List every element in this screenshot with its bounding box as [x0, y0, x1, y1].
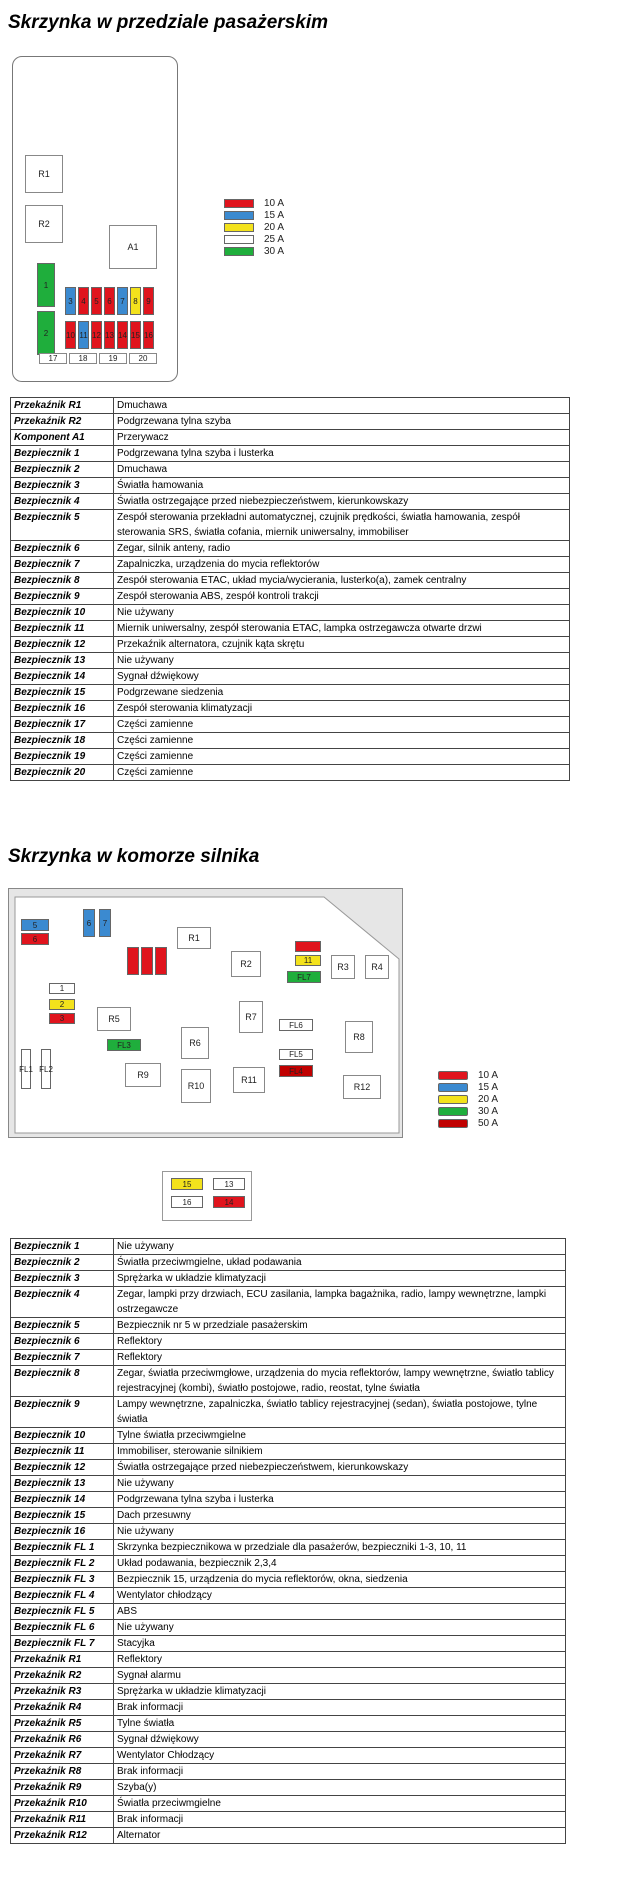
table-row [11, 1572, 566, 1588]
fuse-fl2: FL2 [41, 1049, 51, 1089]
fuse-fl7: FL7 [287, 971, 321, 983]
relay-r1: R1 [25, 155, 63, 193]
row-key: Bezpiecznik 4 [11, 494, 114, 510]
row-key: Bezpiecznik 16 [11, 1524, 114, 1540]
legend-label: 30 A [478, 1106, 499, 1117]
row-value: Zespół sterowania ABS, zespół kontroli trakcji [114, 589, 570, 605]
legend-item [438, 1070, 498, 1081]
table-row [11, 765, 570, 781]
row-value: Sprężarka w układzie klimatyzacji [114, 1684, 566, 1700]
legend-item [224, 198, 284, 209]
row-key: Bezpiecznik 14 [11, 1492, 114, 1508]
row-value: Światła przeciwmgielne [114, 1796, 566, 1812]
row-key: Przekaźnik R4 [11, 1700, 114, 1716]
table-row [11, 669, 570, 685]
fuse-fl3: FL3 [107, 1039, 141, 1051]
row-value: Dach przesuwny [114, 1508, 566, 1524]
row-key: Bezpiecznik 9 [11, 1397, 114, 1428]
row-key: Przekaźnik R6 [11, 1732, 114, 1748]
table-row [11, 1350, 566, 1366]
row-value: Części zamienne [114, 749, 570, 765]
fuse-fl4: FL4 [279, 1065, 313, 1077]
table-row [11, 462, 570, 478]
fuse-10: 10 [65, 321, 76, 349]
fuse-15: 15 [171, 1178, 203, 1190]
fuse-swatch [438, 1071, 468, 1080]
row-value: Skrzynka bezpiecznikowa w przedziale dla pasażerów, bezpieczniki 1-3, 10, 11 [114, 1540, 566, 1556]
row-value: Tylne światła [114, 1716, 566, 1732]
relay-r10: R10 [181, 1069, 211, 1103]
relay-r9: R9 [125, 1063, 161, 1087]
row-key: Bezpiecznik FL 7 [11, 1636, 114, 1652]
table-row [11, 1239, 566, 1255]
fuse-swatch [224, 211, 254, 220]
fuse-swatch [224, 235, 254, 244]
table-row [11, 1716, 566, 1732]
fuse-12: 12 [91, 321, 102, 349]
table-row [11, 637, 570, 653]
row-value: Lampy wewnętrzne, zapalniczka, światło tablicy rejestracyjnej (sedan), światła postojowe, tylne światła [114, 1397, 566, 1428]
table-row [11, 749, 570, 765]
row-key: Przekaźnik R10 [11, 1796, 114, 1812]
table-row [11, 478, 570, 494]
row-key: Bezpiecznik 3 [11, 478, 114, 494]
fuse-6: 6 [83, 909, 95, 937]
relay-r5: R5 [97, 1007, 131, 1031]
table-row [11, 510, 570, 541]
relay-r2: R2 [231, 951, 261, 977]
row-key: Bezpiecznik 20 [11, 765, 114, 781]
table-row [11, 573, 570, 589]
row-value: Brak informacji [114, 1764, 566, 1780]
row-key: Bezpiecznik FL 3 [11, 1572, 114, 1588]
legend-label: 20 A [264, 222, 285, 233]
table-row [11, 1318, 566, 1334]
fuse-swatch [438, 1095, 468, 1104]
row-key: Bezpiecznik 10 [11, 1428, 114, 1444]
row-value: Części zamienne [114, 765, 570, 781]
passenger-fuse-box [12, 56, 178, 382]
row-value: Podgrzewana tylna szyba [114, 414, 570, 430]
row-key: Przekaźnik R9 [11, 1780, 114, 1796]
relay-r1: R1 [177, 927, 211, 949]
row-value: Szyba(y) [114, 1780, 566, 1796]
fuse-swatch [438, 1107, 468, 1116]
table-row [11, 621, 570, 637]
fuse-swatch [438, 1083, 468, 1092]
spare-slot-17: 17 [39, 353, 67, 364]
auxiliary-fuse-box [162, 1171, 252, 1221]
relay-r8: R8 [345, 1021, 373, 1053]
row-value: Przerywacz [114, 430, 570, 446]
legend-label: 20 A [478, 1094, 499, 1105]
table-row [11, 1748, 566, 1764]
row-value: Dmuchawa [114, 398, 570, 414]
fuse-unlabeled-2 [141, 947, 153, 975]
row-key: Bezpiecznik 3 [11, 1271, 114, 1287]
row-key: Bezpiecznik FL 5 [11, 1604, 114, 1620]
row-key: Bezpiecznik 12 [11, 1460, 114, 1476]
row-key: Przekaźnik R2 [11, 414, 114, 430]
row-key: Bezpiecznik 2 [11, 462, 114, 478]
row-value: Sygnał dźwiękowy [114, 669, 570, 685]
row-value: ABS [114, 1604, 566, 1620]
fuse-13: 13 [104, 321, 115, 349]
row-value: Brak informacji [114, 1812, 566, 1828]
row-key: Bezpiecznik 11 [11, 621, 114, 637]
fuse-5: 5 [91, 287, 102, 315]
row-value: Zegar, silnik anteny, radio [114, 541, 570, 557]
table-row [11, 398, 570, 414]
fuse-6: 6 [104, 287, 115, 315]
spare-slot-20: 20 [129, 353, 157, 364]
fuse-unlabeled-1 [127, 947, 139, 975]
legend-item [438, 1106, 498, 1117]
row-key: Bezpiecznik 15 [11, 685, 114, 701]
row-key: Przekaźnik R12 [11, 1828, 114, 1844]
fuse-13: 13 [213, 1178, 245, 1190]
row-value: Nie używany [114, 1476, 566, 1492]
table-row [11, 1812, 566, 1828]
row-value: Światła ostrzegające przed niebezpieczeństwem, kierunkowskazy [114, 1460, 566, 1476]
row-key: Bezpiecznik 8 [11, 1366, 114, 1397]
row-value: Reflektory [114, 1350, 566, 1366]
table-row [11, 1732, 566, 1748]
table-row [11, 1444, 566, 1460]
legend-item [224, 246, 284, 257]
table-row [11, 1668, 566, 1684]
table-row [11, 1271, 566, 1287]
row-key: Bezpiecznik 18 [11, 733, 114, 749]
row-key: Bezpiecznik 17 [11, 717, 114, 733]
fuse-9: 9 [143, 287, 154, 315]
table-row [11, 1700, 566, 1716]
table-row [11, 1684, 566, 1700]
row-key: Bezpiecznik FL 1 [11, 1540, 114, 1556]
row-key: Bezpiecznik 16 [11, 701, 114, 717]
row-key: Bezpiecznik 15 [11, 1508, 114, 1524]
row-value: Zegar, lampki przy drzwiach, ECU zasilania, lampka bagażnika, radio, lampy wewnętrzne, lampki ostrzegawcze [114, 1287, 566, 1318]
row-value: Podgrzewane siedzenia [114, 685, 570, 701]
row-value: Bezpiecznik nr 5 w przedziale pasażerskim [114, 1318, 566, 1334]
fuse-3: 3 [65, 287, 76, 315]
row-key: Bezpiecznik 10 [11, 605, 114, 621]
row-value: Podgrzewana tylna szyba i lusterka [114, 446, 570, 462]
row-value: Układ podawania, bezpiecznik 2,3,4 [114, 1556, 566, 1572]
row-key: Bezpiecznik FL 4 [11, 1588, 114, 1604]
table-row [11, 1588, 566, 1604]
table-row [11, 1556, 566, 1572]
legend-label: 25 A [264, 234, 285, 245]
legend-item [438, 1094, 498, 1105]
row-value: Dmuchawa [114, 462, 570, 478]
legend-label: 50 A [478, 1118, 499, 1129]
row-value: Alternator [114, 1828, 566, 1844]
engine-box-title: Skrzynka w komorze silnika [8, 846, 260, 867]
fuse-6: 6 [21, 933, 49, 945]
row-value: Sygnał alarmu [114, 1668, 566, 1684]
fuse-swatch [224, 223, 254, 232]
table-row [11, 1428, 566, 1444]
row-value: Nie używany [114, 1620, 566, 1636]
row-value: Zegar, światła przeciwmgłowe, urządzenia do mycia reflektorów, lampy wewnętrzne, światło tablicy rejestracyjnej (kombi), światło postojowe, radio, reostat, tylne światła [114, 1366, 566, 1397]
row-value: Immobiliser, sterowanie silnikiem [114, 1444, 566, 1460]
table-row [11, 605, 570, 621]
row-value: Miernik uniwersalny, zespół sterowania ETAC, lampka ostrzegawcza otwarte drzwi [114, 621, 570, 637]
spare-slot-18: 18 [69, 353, 97, 364]
table-row [11, 1397, 566, 1428]
row-key: Bezpiecznik 7 [11, 1350, 114, 1366]
legend-item [438, 1118, 498, 1129]
fuse-7: 7 [117, 287, 128, 315]
row-value: Zapalniczka, urządzenia do mycia reflektorów [114, 557, 570, 573]
table-row [11, 1492, 566, 1508]
row-key: Bezpiecznik FL 2 [11, 1556, 114, 1572]
legend-label: 30 A [264, 246, 285, 257]
table-row [11, 1764, 566, 1780]
table-row [11, 685, 570, 701]
engine-fuse-table [10, 1238, 566, 1844]
row-key: Przekaźnik R7 [11, 1748, 114, 1764]
fuse-fl5: FL5 [279, 1049, 313, 1060]
fuse-unlabeled-4 [295, 941, 321, 952]
row-key: Bezpiecznik 12 [11, 637, 114, 653]
table-row [11, 430, 570, 446]
fuse-swatch [438, 1119, 468, 1128]
fuse-2: 2 [37, 311, 55, 355]
row-key: Bezpiecznik 1 [11, 446, 114, 462]
row-value: Stacyjka [114, 1636, 566, 1652]
table-row [11, 1524, 566, 1540]
relay-r2: R2 [25, 205, 63, 243]
relay-r6: R6 [181, 1027, 209, 1059]
fuse-5: 5 [21, 919, 49, 931]
table-row [11, 1476, 566, 1492]
fuse-4: 4 [78, 287, 89, 315]
fuse-1: 1 [37, 263, 55, 307]
row-value: Sygnał dźwiękowy [114, 1732, 566, 1748]
row-key: Bezpiecznik 1 [11, 1239, 114, 1255]
table-row [11, 1780, 566, 1796]
row-value: Nie używany [114, 1239, 566, 1255]
table-row [11, 701, 570, 717]
table-row [11, 589, 570, 605]
fuse-7: 7 [99, 909, 111, 937]
legend-item [438, 1082, 498, 1093]
fuse-14: 14 [213, 1196, 245, 1208]
legend-item [224, 234, 284, 245]
table-row [11, 1828, 566, 1844]
row-value: Reflektory [114, 1334, 566, 1350]
table-row [11, 1460, 566, 1476]
table-row [11, 494, 570, 510]
row-key: Bezpiecznik 11 [11, 1444, 114, 1460]
row-key: Bezpiecznik 9 [11, 589, 114, 605]
fuse-1: 1 [49, 983, 75, 994]
row-value: Części zamienne [114, 717, 570, 733]
table-row [11, 717, 570, 733]
row-value: Zespół sterowania klimatyzacji [114, 701, 570, 717]
relay-r12: R12 [343, 1075, 381, 1099]
table-row [11, 1366, 566, 1397]
row-key: Przekaźnik R11 [11, 1812, 114, 1828]
row-key: Bezpiecznik 7 [11, 557, 114, 573]
table-row [11, 414, 570, 430]
row-value: Nie używany [114, 605, 570, 621]
row-key: Przekaźnik R5 [11, 1716, 114, 1732]
table-row [11, 1636, 566, 1652]
fuse-fl6: FL6 [279, 1019, 313, 1031]
relay-r11: R11 [233, 1067, 265, 1093]
table-row [11, 1652, 566, 1668]
legend-label: 10 A [478, 1070, 499, 1081]
row-key: Przekaźnik R2 [11, 1668, 114, 1684]
row-key: Przekaźnik R3 [11, 1684, 114, 1700]
relay-r3: R3 [331, 955, 355, 979]
table-row [11, 1287, 566, 1318]
row-value: Bezpiecznik 15, urządzenia do mycia reflektorów, okna, siedzenia [114, 1572, 566, 1588]
relay-r4: R4 [365, 955, 389, 979]
fuse-3: 3 [49, 1013, 75, 1024]
engine-fuse-box [8, 888, 403, 1138]
row-key: Bezpiecznik 5 [11, 1318, 114, 1334]
row-key: Bezpiecznik 2 [11, 1255, 114, 1271]
table-row [11, 1796, 566, 1812]
table-row [11, 446, 570, 462]
table-row [11, 1540, 566, 1556]
row-value: Światła ostrzegające przed niebezpieczeństwem, kierunkowskazy [114, 494, 570, 510]
passenger-box-title: Skrzynka w przedziale pasażerskim [8, 12, 328, 33]
row-key: Bezpiecznik 4 [11, 1287, 114, 1318]
fuse-swatch [224, 247, 254, 256]
row-value: Brak informacji [114, 1700, 566, 1716]
table-row [11, 1604, 566, 1620]
row-value: Światła hamowania [114, 478, 570, 494]
fuse-16: 16 [171, 1196, 203, 1208]
fuse-11: 11 [295, 955, 321, 966]
row-key: Bezpiecznik 5 [11, 510, 114, 541]
fuse-8: 8 [130, 287, 141, 315]
spare-slot-19: 19 [99, 353, 127, 364]
fuse-16: 16 [143, 321, 154, 349]
row-value: Części zamienne [114, 733, 570, 749]
row-key: Bezpiecznik 19 [11, 749, 114, 765]
fuse-14: 14 [117, 321, 128, 349]
row-value: Podgrzewana tylna szyba i lusterka [114, 1492, 566, 1508]
row-key: Bezpiecznik 6 [11, 1334, 114, 1350]
row-key: Przekaźnik R1 [11, 398, 114, 414]
table-row [11, 1508, 566, 1524]
row-value: Wentylator chłodzący [114, 1588, 566, 1604]
row-key: Przekaźnik R8 [11, 1764, 114, 1780]
legend-item [224, 222, 284, 233]
row-key: Bezpiecznik FL 6 [11, 1620, 114, 1636]
row-value: Tylne światła przeciwmgielne [114, 1428, 566, 1444]
table-row [11, 541, 570, 557]
relay-r7: R7 [239, 1001, 263, 1033]
table-row [11, 733, 570, 749]
table-row [11, 1620, 566, 1636]
legend-label: 15 A [478, 1082, 499, 1093]
table-row [11, 1255, 566, 1271]
row-value: Światła przeciwmgielne, układ podawania [114, 1255, 566, 1271]
component-a1: A1 [109, 225, 157, 269]
legend-label: 15 A [264, 210, 285, 221]
row-value: Sprężarka w układzie klimatyzacji [114, 1271, 566, 1287]
row-value: Wentylator Chłodzący [114, 1748, 566, 1764]
fuse-2: 2 [49, 999, 75, 1010]
row-value: Reflektory [114, 1652, 566, 1668]
row-key: Bezpiecznik 13 [11, 1476, 114, 1492]
legend-item [224, 210, 284, 221]
row-value: Nie używany [114, 1524, 566, 1540]
table-row [11, 557, 570, 573]
table-row [11, 1334, 566, 1350]
fuse-unlabeled-3 [155, 947, 167, 975]
passenger-fuse-table [10, 397, 570, 781]
fuse-fl1: FL1 [21, 1049, 31, 1089]
row-value: Zespół sterowania ETAC, układ mycia/wycierania, lusterko(a), zamek centralny [114, 573, 570, 589]
row-key: Komponent A1 [11, 430, 114, 446]
row-key: Bezpiecznik 8 [11, 573, 114, 589]
fuse-11: 11 [78, 321, 89, 349]
fuse-swatch [224, 199, 254, 208]
legend-label: 10 A [264, 198, 285, 209]
row-key: Bezpiecznik 14 [11, 669, 114, 685]
row-value: Zespół sterowania przekładni automatycznej, czujnik prędkości, światła hamowania, zespół sterowania SRS, światła cofania, miernik uniwersalny, immobiliser [114, 510, 570, 541]
fuse-15: 15 [130, 321, 141, 349]
table-row [11, 653, 570, 669]
row-key: Przekaźnik R1 [11, 1652, 114, 1668]
row-key: Bezpiecznik 13 [11, 653, 114, 669]
row-value: Przekaźnik alternatora, czujnik kąta skrętu [114, 637, 570, 653]
row-key: Bezpiecznik 6 [11, 541, 114, 557]
row-value: Nie używany [114, 653, 570, 669]
